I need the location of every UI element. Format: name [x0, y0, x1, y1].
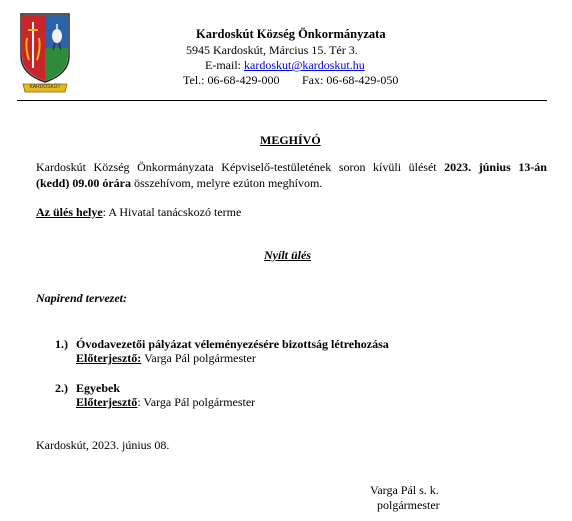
venue-line	[36, 204, 241, 220]
signature-title: polgármester	[377, 498, 440, 512]
session-type: Nyílt ülés	[264, 248, 311, 262]
agenda-item-number-2: 2.)	[55, 381, 68, 395]
presenter-label-2: Előterjesztő	[76, 395, 138, 409]
place-date: Kardoskút, 2023. június 08.	[36, 438, 170, 452]
email-label: E-mail:	[205, 58, 241, 72]
venue-value: : A Hivatal tanácskozó terme	[102, 205, 242, 219]
org-name: Kardoskút Község Önkormányzata	[196, 27, 386, 41]
agenda-item-number-1: 1.)	[55, 337, 68, 351]
agenda-item-title-1: Óvodavezetői pályázat véleményezésére bizottság létrehozása	[76, 337, 389, 351]
document-title: MEGHÍVÓ	[260, 133, 321, 147]
signature-name: Varga Pál s. k.	[370, 483, 439, 497]
intro-text-2: összehívom, melyre ezúton meghívom.	[131, 176, 323, 190]
email-link[interactable]: kardoskut@kardoskut.hu	[244, 58, 365, 72]
intro-text-1: Kardoskút Község Önkormányzata Képviselő-testületének soron kívüli ülését	[36, 160, 445, 174]
header-divider	[17, 100, 547, 101]
org-address: 5945 Kardoskút, Március 15. Tér 3.	[186, 43, 358, 57]
agenda-item-presenter-2	[76, 394, 255, 410]
crest-icon	[17, 10, 73, 94]
agenda-item-title-2: Egyebek	[76, 381, 121, 395]
presenter-label-1: Előterjesztő:	[76, 351, 142, 365]
coat-of-arms	[17, 10, 73, 94]
org-email-row	[205, 57, 365, 73]
intro-line-1	[36, 159, 547, 175]
meeting-date: 2023. június 13-án	[444, 160, 547, 174]
presenter-value-2: : Varga Pál polgármester	[137, 395, 256, 409]
venue-label: Az ülés helye	[36, 205, 103, 219]
agenda-item-presenter-1	[76, 350, 256, 366]
agenda-heading: Napirend tervezet:	[36, 291, 127, 305]
crest-banner-text: KARDOSKÚT	[29, 84, 61, 90]
org-phone: Tel.: 06-68-429-000	[183, 73, 280, 87]
intro-line-2	[36, 175, 322, 191]
org-fax: Fax: 06-68-429-050	[302, 73, 399, 87]
meeting-time: (kedd) 09.00 órára	[36, 176, 131, 190]
presenter-value-1: Varga Pál polgármester	[141, 351, 256, 365]
